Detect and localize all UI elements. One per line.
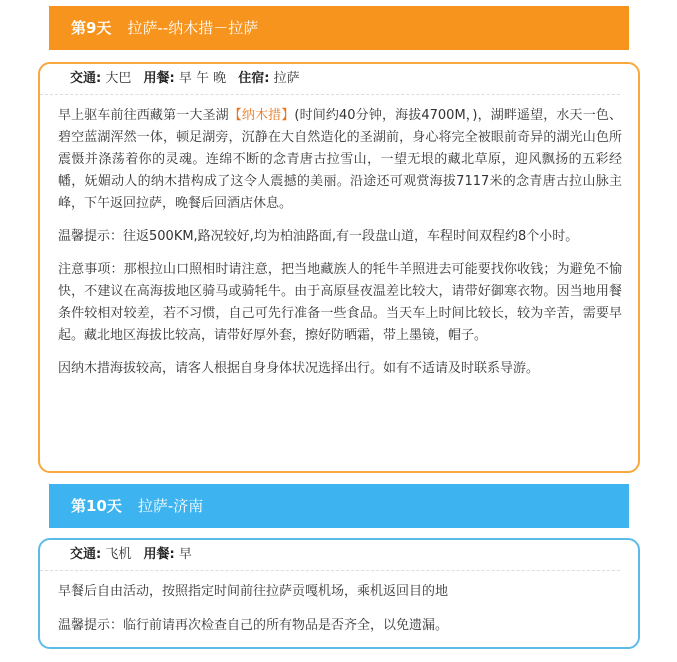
- day9-header: [49, 6, 629, 50]
- day10-transport-label: 交通:: [70, 547, 102, 562]
- day9-health-note: 因纳木措海拔较高，请客人根据自身身体状况选择出行。如有不适请及时联系导游。: [58, 361, 540, 376]
- day10-transport-value: 飞机: [105, 547, 132, 562]
- day9-desc-highlight: 【纳木措】: [228, 108, 295, 123]
- day10-header: [49, 484, 629, 528]
- day9-meal-label: 用餐:: [143, 71, 175, 86]
- day10-meal-label: 用餐:: [143, 547, 175, 562]
- day10-label: 第10天: [71, 497, 122, 515]
- day10-info-row: [40, 540, 620, 571]
- day9-route: 拉萨--纳木措－拉萨: [127, 19, 259, 37]
- day9-lodging-label: 住宿:: [238, 71, 270, 86]
- day9-desc-before: 早上驱车前往西藏第一大圣湖: [58, 108, 229, 123]
- day9-tip: 温馨提示：往返500KM,路况较好,均为柏油路面,有一段盘山道，车程时间双程约8个小时。: [58, 229, 579, 244]
- day9-card: [38, 62, 640, 473]
- day9-description: [58, 105, 622, 215]
- day10-card: [38, 538, 640, 649]
- day9-info-row: [40, 64, 620, 95]
- day9-label: 第9天: [71, 19, 112, 37]
- day10-meal-value: 早: [178, 547, 192, 562]
- day9-transport-value: 大巴: [105, 71, 132, 86]
- day10-route: 拉萨-济南: [137, 497, 204, 515]
- day9-desc-after: (时间约40分钟，海拔4700M，)，湖畔遥望，水天一色、碧空蓝湖浑然一体，顿足湖旁，沉静在大自然造化的圣湖前，身心将完全被眼前奇异的湖光山色所震慑并涤荡着你的灵魂。连绵不断的念青唐古拉雪山，一望无垠的藏北草原，迎风飘扬的五彩经幡，妩媚动人的纳木措构成了这令人震撼的美丽。沿途还可观赏海拔7117米的念青唐古拉山脉主峰，下午返回拉萨，晚餐后回酒店休息。: [58, 108, 622, 211]
- day9-transport-label: 交通:: [70, 71, 102, 86]
- day9-meal-value: 早 午 晚: [178, 71, 227, 86]
- day10-description: 早餐后自由活动，按照指定时间前往拉萨贡嘎机场，乘机返回目的地: [58, 584, 449, 599]
- day9-lodging-value: 拉萨: [273, 71, 300, 86]
- day9-notes: 注意事项：那根拉山口照相时请注意，把当地藏族人的牦牛羊照进去可能要找你收钱；为避免不愉快，不建议在高海拔地区骑马或骑牦牛。由于高原昼夜温差比较大，请带好御寒衣物。因当地用餐条件较相对较差，若不习惯，自己可先行准备一些食品。当天车上时间比较长，较为辛苦，需要早起。藏北地区海拔比较高，请带好厚外套，擦好防晒霜，带上墨镜，帽子。: [58, 262, 622, 343]
- day10-tip: 温馨提示：临行前请再次检查自己的所有物品是否齐全，以免遗漏。: [58, 618, 449, 633]
